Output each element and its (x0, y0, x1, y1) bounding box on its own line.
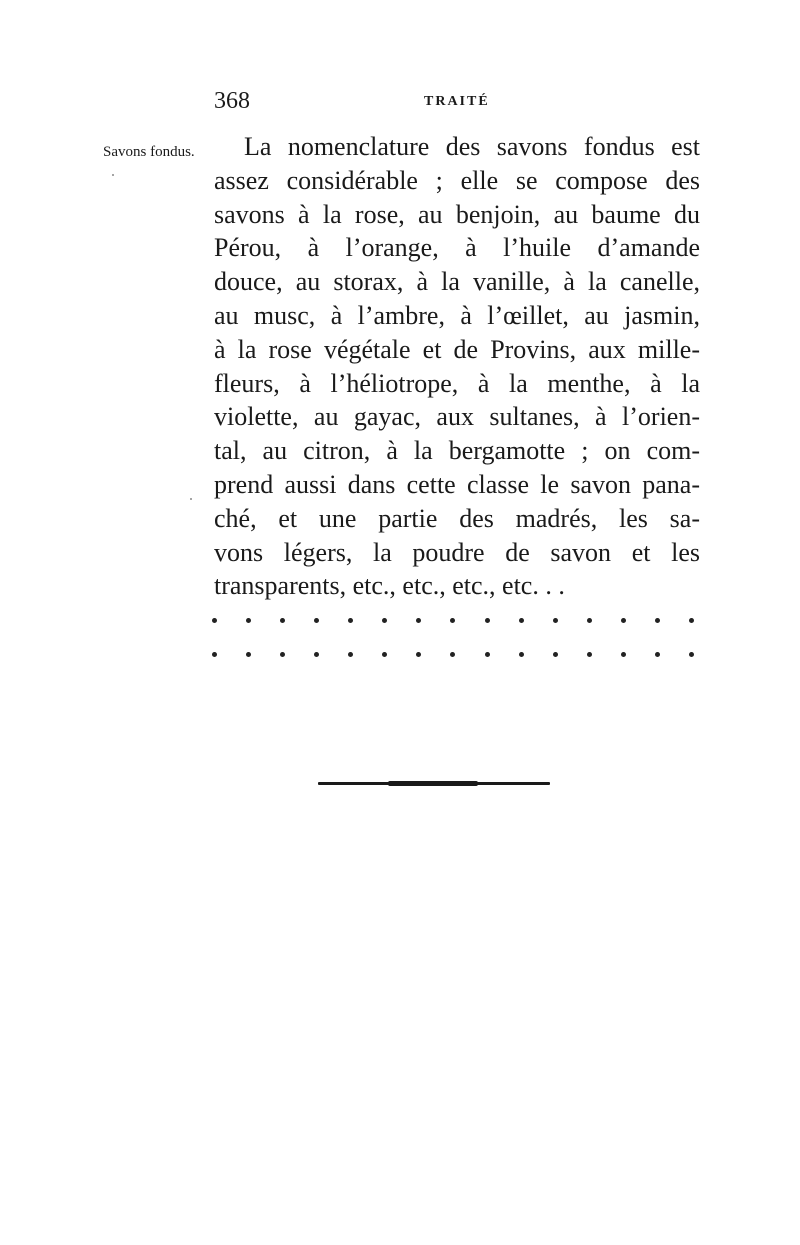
running-title: TRAITÉ (424, 94, 490, 109)
ellipsis-dot (314, 618, 319, 623)
ellipsis-dot (621, 618, 626, 623)
ellipsis-dot (212, 652, 217, 657)
ellipsis-dot (382, 618, 387, 623)
ellipsis-dot (485, 652, 490, 657)
ellipsis-dot (212, 618, 217, 623)
text-line: tal, au citron, à la bergamotte ; on com- (214, 436, 700, 466)
ellipsis-dot (246, 652, 251, 657)
ellipsis-dot (450, 652, 455, 657)
ellipsis-dot (246, 618, 251, 623)
ellipsis-dot (416, 618, 421, 623)
text-line: assez considérable ; elle se compose des (214, 165, 700, 195)
text-line: transparents, etc., etc., etc., etc. . . (214, 571, 565, 601)
ellipsis-dot (587, 652, 592, 657)
text-line: ché, et une partie des madrés, les sa- (214, 503, 700, 533)
text-line: fleurs, à l’héliotrope, à la menthe, à la (214, 368, 700, 398)
text-line: violette, au gayac, aux sultanes, à l’orien- (214, 402, 700, 432)
ellipsis-dot (416, 652, 421, 657)
text-line: Pérou, à l’orange, à l’huile d’amande (214, 233, 700, 263)
ellipsis-dot (348, 652, 353, 657)
ellipsis-dot (587, 618, 592, 623)
section-end-rule (318, 782, 550, 785)
ellipsis-dot (689, 652, 694, 657)
ellipsis-dot (280, 618, 285, 623)
text-line: vons légers, la poudre de savon et les (214, 537, 700, 567)
ellipsis-dot (382, 652, 387, 657)
ellipsis-dot (519, 618, 524, 623)
ellipsis-dot (314, 652, 319, 657)
text-line: La nomenclature des savons fondus est (244, 132, 700, 161)
ellipsis-row (212, 618, 694, 623)
stray-mark (112, 174, 114, 176)
ellipsis-dot (553, 652, 558, 657)
ellipsis-dot (655, 652, 660, 657)
text-line: savons à la rose, au benjoin, au baume du (214, 199, 700, 229)
ellipsis-dot (280, 652, 285, 657)
text-line: douce, au storax, à la vanille, à la canelle, (214, 267, 700, 297)
text-line: à la rose végétale et de Provins, aux mille- (214, 334, 700, 364)
text-line: au musc, à l’ambre, à l’œillet, au jasmin, (214, 300, 700, 330)
ellipsis-dot (655, 618, 660, 623)
ellipsis-dot (450, 618, 455, 623)
ellipsis-dot (348, 618, 353, 623)
stray-mark (190, 498, 192, 500)
text-line: prend aussi dans cette classe le savon pana- (214, 469, 700, 499)
ellipsis-dot (621, 652, 626, 657)
main-paragraph (214, 130, 700, 603)
margin-note: Savons fondus. (103, 144, 195, 160)
ellipsis-dot (689, 618, 694, 623)
ellipsis-dot (485, 618, 490, 623)
ellipsis-dot (553, 618, 558, 623)
ellipsis-row (212, 652, 694, 657)
page-number: 368 (214, 88, 250, 114)
ellipsis-dot (519, 652, 524, 657)
